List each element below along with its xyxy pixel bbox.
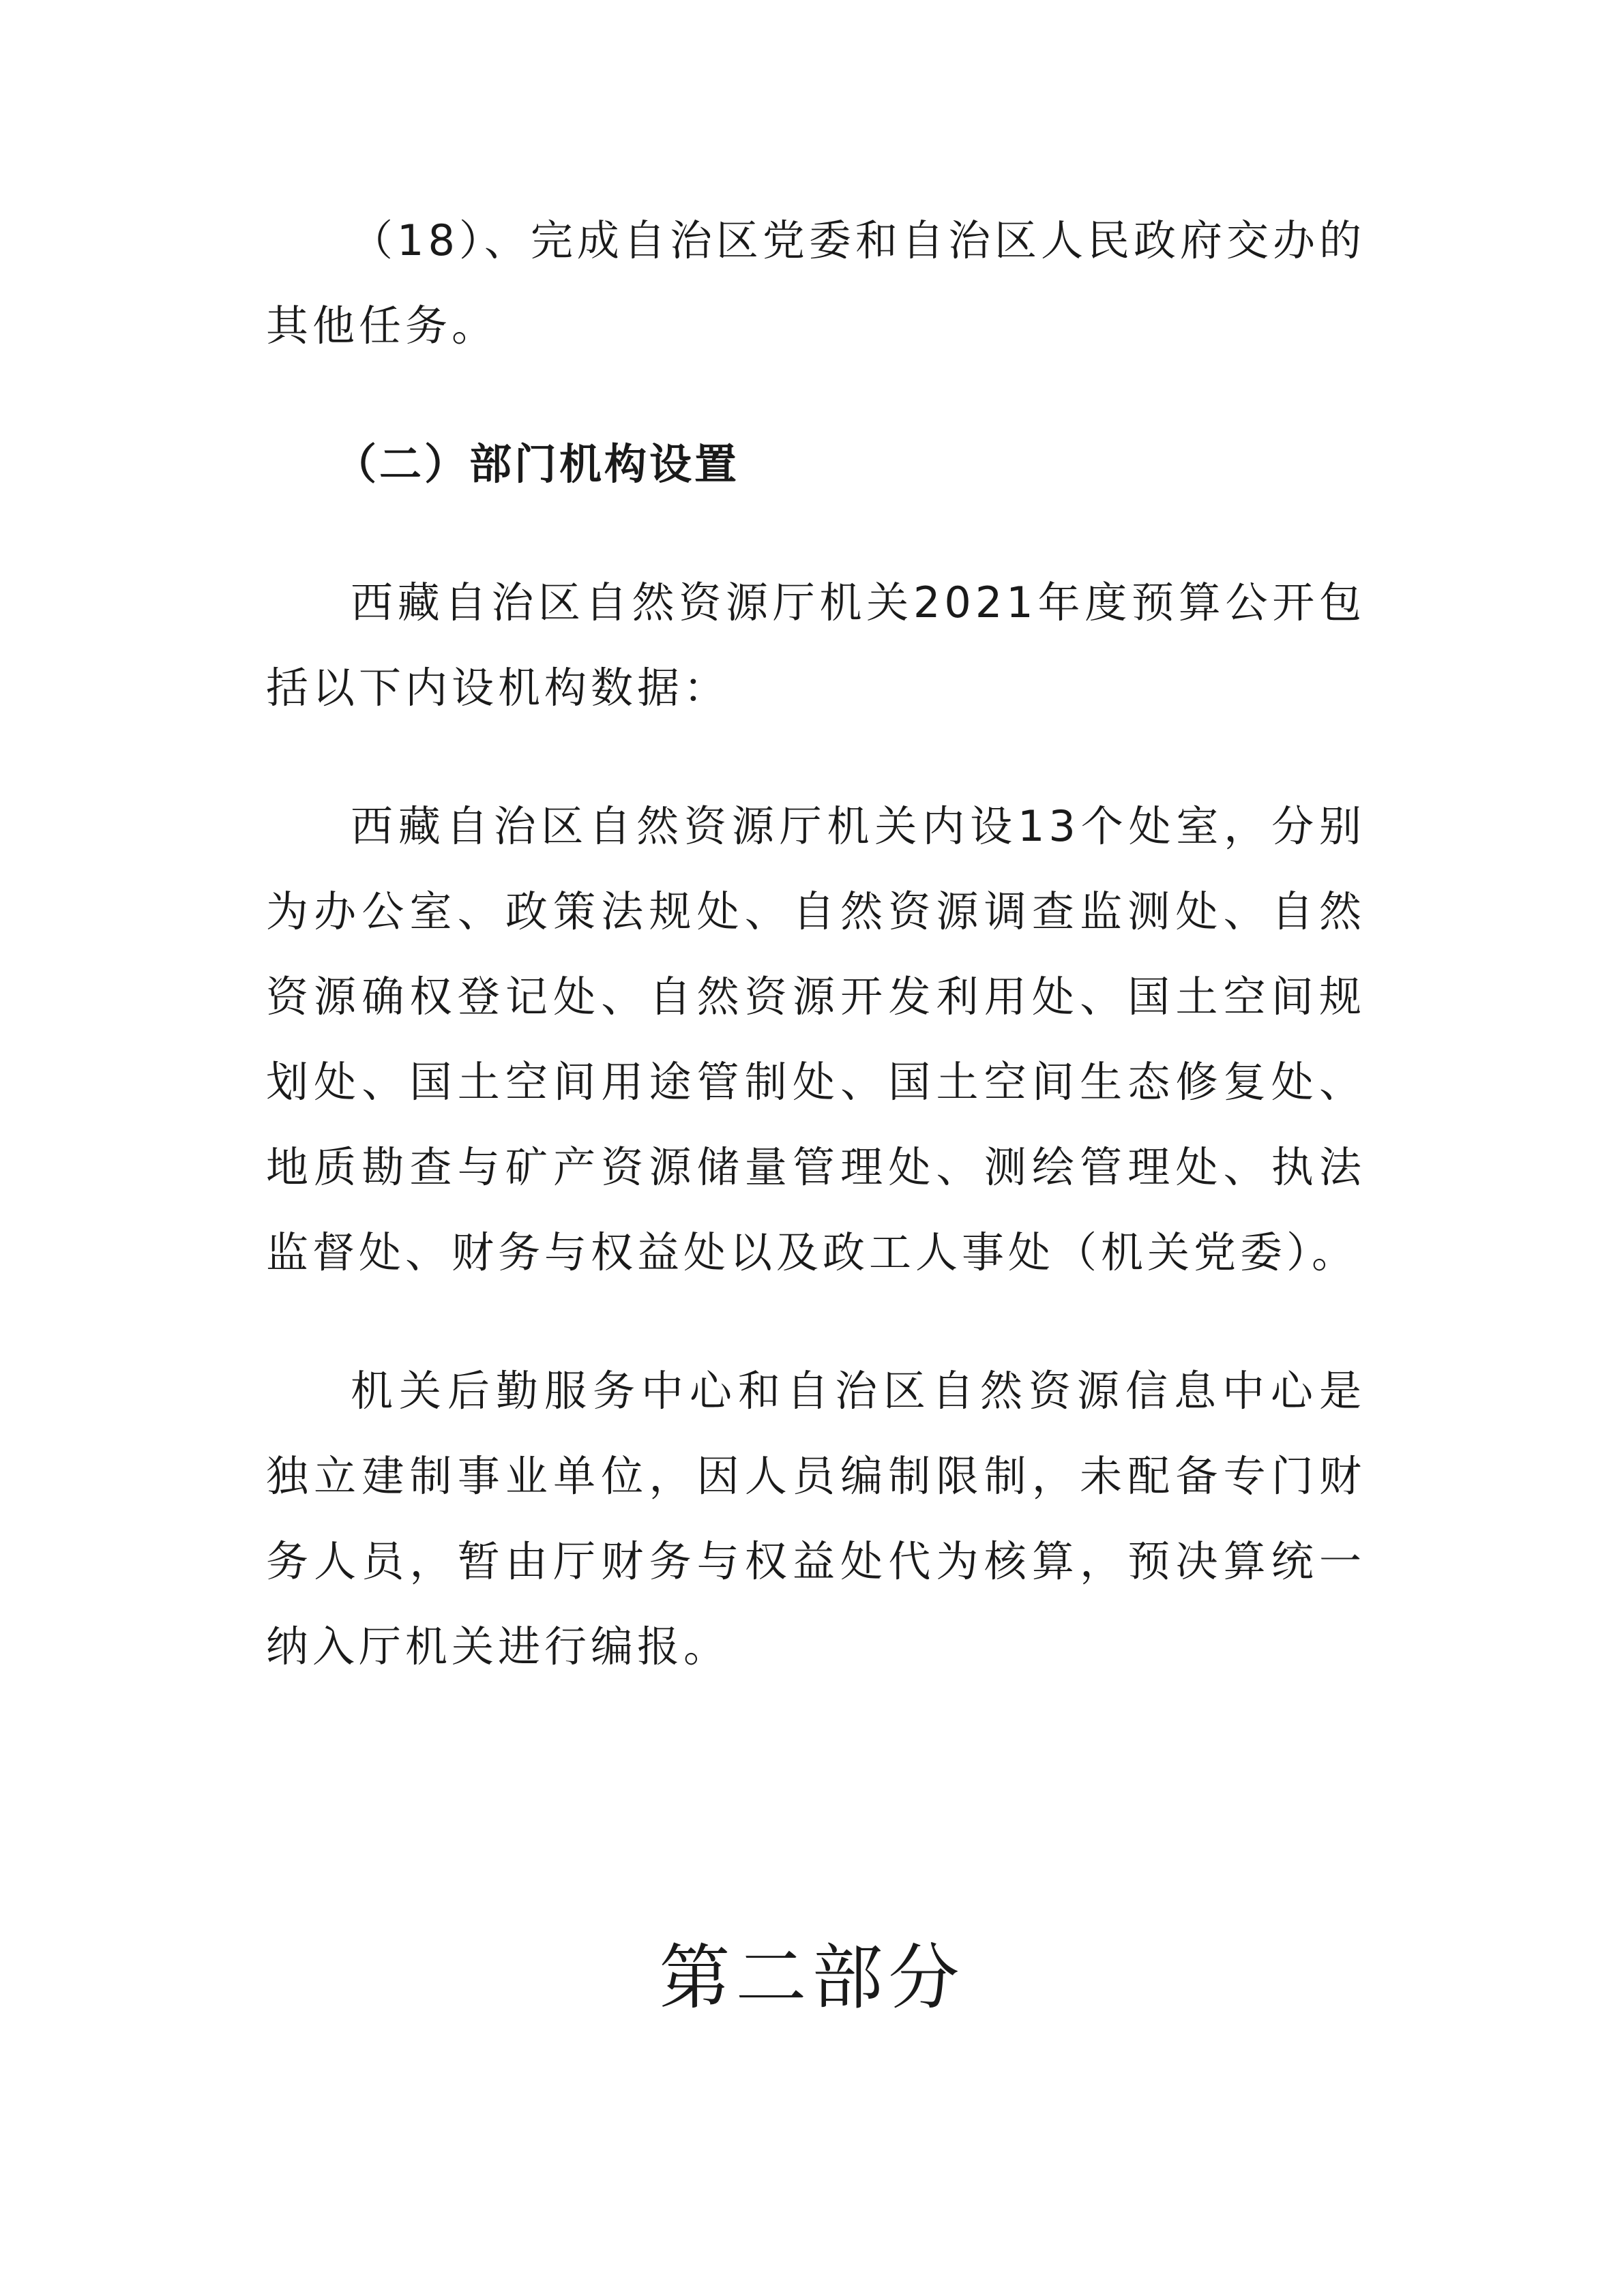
paragraph-affiliated-units: 机关后勤服务中心和自治区自然资源信息中心是独立建制事业单位，因人员编制限制，未配备专门财务人员，暂由厅财务与权益处代为核算，预决算统一纳入厅机关进行编报。 xyxy=(266,1366,1365,1671)
paragraph-item-18: （18）、完成自治区党委和自治区人民政府交办的其他任务。 xyxy=(266,215,1365,351)
part-title: 第二部分 xyxy=(659,1936,965,2019)
paragraph-offices: 西藏自治区自然资源厅机关内设13个处室，分别为办公室、政策法规处、自然资源调查监测处、自然资源确权登记处、自然资源开发利用处、国土空间规划处、国土空间用途管制处、国土空间生态修复处、地质勘查与矿产资源储量管理处、测绘管理处、执法监督处、财务与权益处以及政工人事处（机关党委）。 xyxy=(266,801,1365,1277)
document-body xyxy=(266,198,1365,1689)
paragraph-intro: 西藏自治区自然资源厅机关2021年度预算公开包括以下内设机构数据： xyxy=(266,578,1365,713)
section-heading-org-structure: （二）部门机构设置 xyxy=(334,439,740,489)
